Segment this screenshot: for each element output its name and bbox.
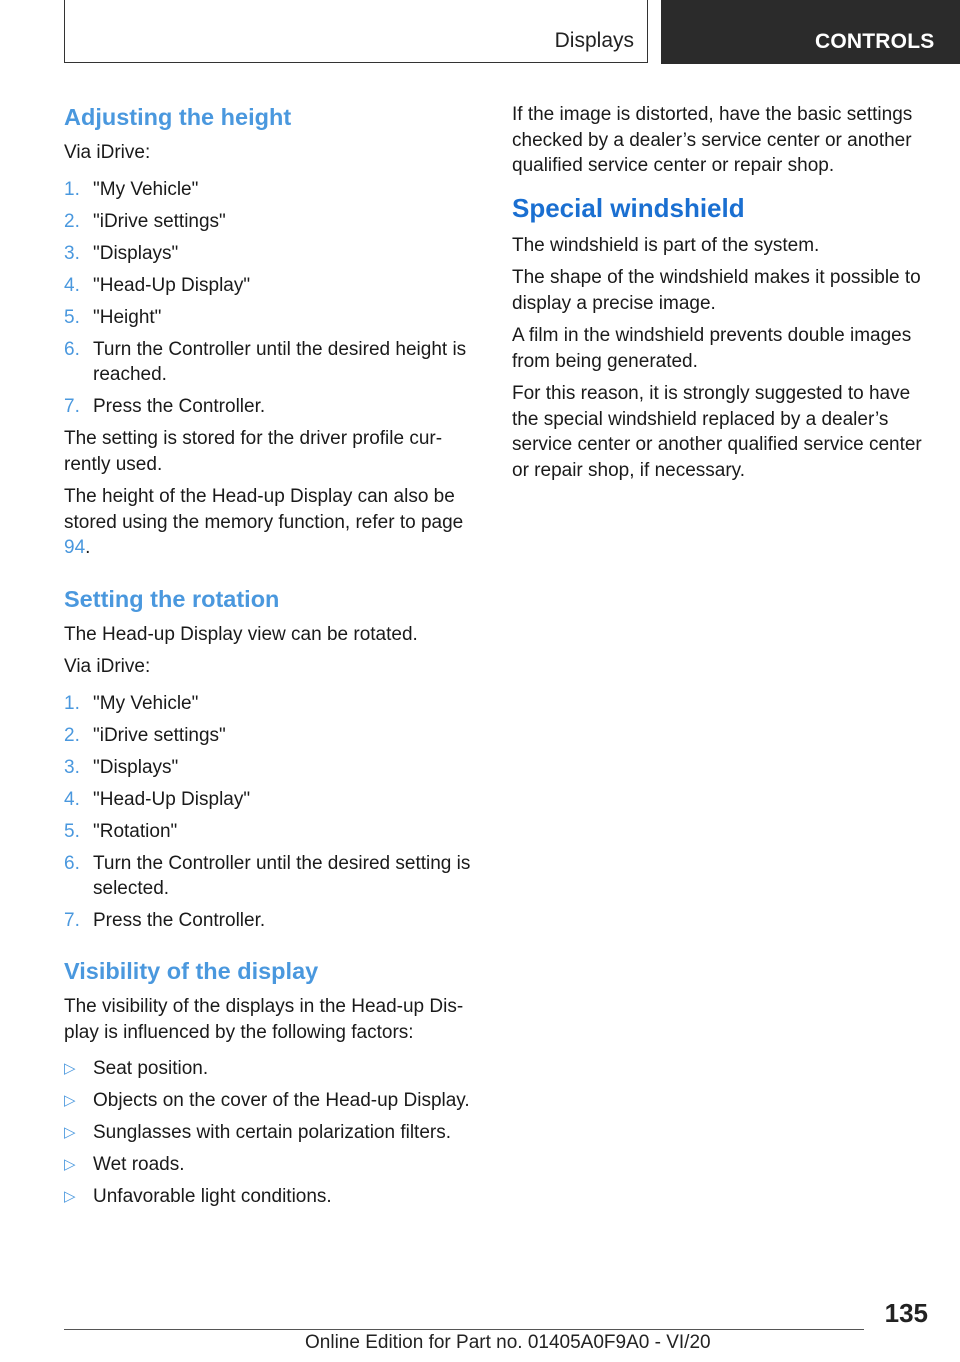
step-text: "iDrive settings" [93, 210, 226, 232]
step-text: Turn the Controller until the desired setting is selected. [93, 852, 471, 899]
list-item [64, 787, 484, 813]
list-item [64, 908, 484, 934]
body-paragraph [64, 484, 484, 561]
list-item [64, 1056, 484, 1082]
bullet-text: Sunglasses with certain polarization filters. [93, 1122, 452, 1143]
step-text: "Head-Up Display" [93, 788, 251, 810]
step-number: 5. [64, 820, 80, 842]
list-item [64, 1184, 484, 1210]
paragraph-text: The height of the Head-up Display can also be stored using the memory function, refer to page [64, 486, 464, 533]
header-section-title: Displays [554, 29, 634, 52]
step-text: "Displays" [93, 242, 179, 264]
triangle-right-icon: ▷ [64, 1060, 76, 1077]
list-item [64, 1120, 484, 1146]
section-title: Visibility of the display [64, 958, 319, 984]
list-item [64, 241, 484, 267]
paragraph-end: . [85, 537, 91, 558]
step-text: Turn the Controller until the desired height is reached. [93, 338, 467, 385]
step-number: 2. [64, 724, 80, 746]
section-title: Setting the rotation [64, 585, 280, 612]
step-number: 3. [64, 756, 80, 778]
list-item [64, 819, 484, 845]
step-number: 2. [64, 210, 80, 232]
right-column [512, 102, 932, 490]
list-item [64, 723, 484, 749]
bullet-text: Seat position. [93, 1058, 209, 1079]
triangle-right-icon: ▷ [64, 1156, 76, 1173]
height-steps-list [64, 177, 484, 420]
step-number: 7. [64, 910, 80, 931]
step-text: "Head-Up Display" [93, 274, 251, 296]
body-paragraph: The setting is stored for the driver profile cur‐rently used. [64, 428, 443, 475]
bullet-text: Unfavorable light conditions. [93, 1186, 332, 1207]
rotation-steps-list [64, 691, 484, 934]
bullet-text: Wet roads. [93, 1154, 185, 1175]
body-paragraph: The windshield is part of the system. [512, 234, 820, 256]
list-item [64, 1088, 484, 1114]
page-header [0, 0, 960, 66]
list-item [64, 177, 484, 203]
step-text: "My Vehicle" [93, 692, 199, 714]
intro-text: The visibility of the displays in the Head-up Dis‐play is influenced by the following factors: [64, 996, 464, 1043]
step-number: 1. [64, 178, 80, 200]
body-paragraph: For this reason, it is strongly suggested to have the special windshield replaced by a dealer’s service center or another qualified service center or repair shop, if necessary. [512, 383, 922, 481]
step-number: 5. [64, 306, 80, 328]
intro-text: Via iDrive: [64, 656, 151, 677]
step-number: 1. [64, 692, 80, 714]
page-number: 135 [884, 1298, 928, 1328]
step-text: Press the Controller. [93, 396, 266, 417]
step-text: "Height" [93, 306, 162, 328]
section-title: Special windshield [512, 192, 745, 223]
bullet-text: Objects on the cover of the Head-up Display. [93, 1090, 470, 1111]
intro-text: Via iDrive: [64, 142, 151, 163]
visibility-section [64, 956, 484, 1210]
step-text: "Displays" [93, 756, 179, 778]
factors-list [64, 1056, 484, 1210]
step-text: Press the Controller. [93, 910, 266, 931]
list-item [64, 851, 484, 902]
body-paragraph: The shape of the windshield makes it possible to display a precise image. [512, 267, 921, 314]
step-number: 3. [64, 242, 80, 264]
header-chapter-tab: CONTROLS [661, 0, 960, 64]
list-item [64, 691, 484, 717]
triangle-right-icon: ▷ [64, 1124, 76, 1141]
footer-edition: Online Edition for Part no. 01405A0F9A0 - VI/20 [305, 1332, 711, 1353]
adjusting-height-section [64, 102, 484, 561]
intro-text: The Head-up Display view can be rotated. [64, 623, 418, 645]
list-item [64, 394, 484, 420]
list-item [64, 209, 484, 235]
section-title: Adjusting the height [64, 104, 292, 130]
triangle-right-icon: ▷ [64, 1188, 76, 1205]
page-reference-link[interactable]: 94 [64, 537, 86, 558]
list-item [64, 755, 484, 781]
list-item [64, 337, 484, 388]
left-column [64, 102, 484, 1216]
step-number: 6. [64, 338, 80, 360]
step-number: 7. [64, 396, 80, 417]
step-number: 4. [64, 274, 80, 296]
step-text: "My Vehicle" [93, 178, 199, 200]
distorted-note: If the image is distorted, have the basic settings checked by a dealer’s service center or another qualified service center or repair shop. [512, 104, 913, 176]
step-text: "iDrive settings" [93, 724, 226, 746]
setting-rotation-section [64, 584, 484, 934]
list-item [64, 273, 484, 299]
step-text: "Rotation" [93, 820, 178, 842]
special-windshield-section [512, 191, 932, 484]
list-item [64, 1152, 484, 1178]
step-number: 4. [64, 788, 80, 810]
triangle-right-icon: ▷ [64, 1092, 76, 1109]
list-item [64, 305, 484, 331]
body-paragraph: A film in the windshield prevents double images from being generated. [512, 325, 912, 372]
footer-divider [64, 1329, 864, 1330]
step-number: 6. [64, 852, 80, 874]
